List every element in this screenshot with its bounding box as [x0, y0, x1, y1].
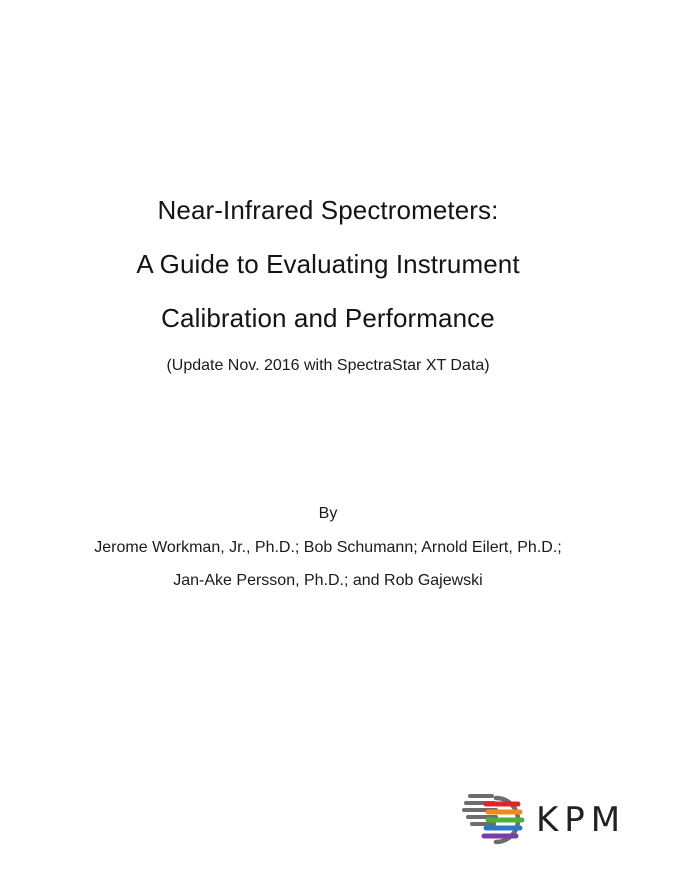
title-line-1: Near-Infrared Spectrometers: — [157, 195, 499, 225]
by-label: By — [318, 505, 338, 522]
kpm-spectrum-icon — [462, 790, 536, 850]
author-line-1: Jerome Workman, Jr., Ph.D.; Bob Schumann; Arnold Eilert, Ph.D.; — [94, 539, 562, 556]
title-line-3: Calibration and Performance — [161, 303, 495, 333]
author-line-2: Jan-Ake Persson, Ph.D.; and Rob Gajewski — [173, 572, 483, 589]
kpm-logo — [462, 790, 642, 850]
kpm-logo-text: KPM — [536, 800, 627, 840]
title-line-2: A Guide to Evaluating Instrument — [136, 249, 520, 279]
subtitle: (Update Nov. 2016 with SpectraStar XT Data) — [166, 357, 490, 374]
